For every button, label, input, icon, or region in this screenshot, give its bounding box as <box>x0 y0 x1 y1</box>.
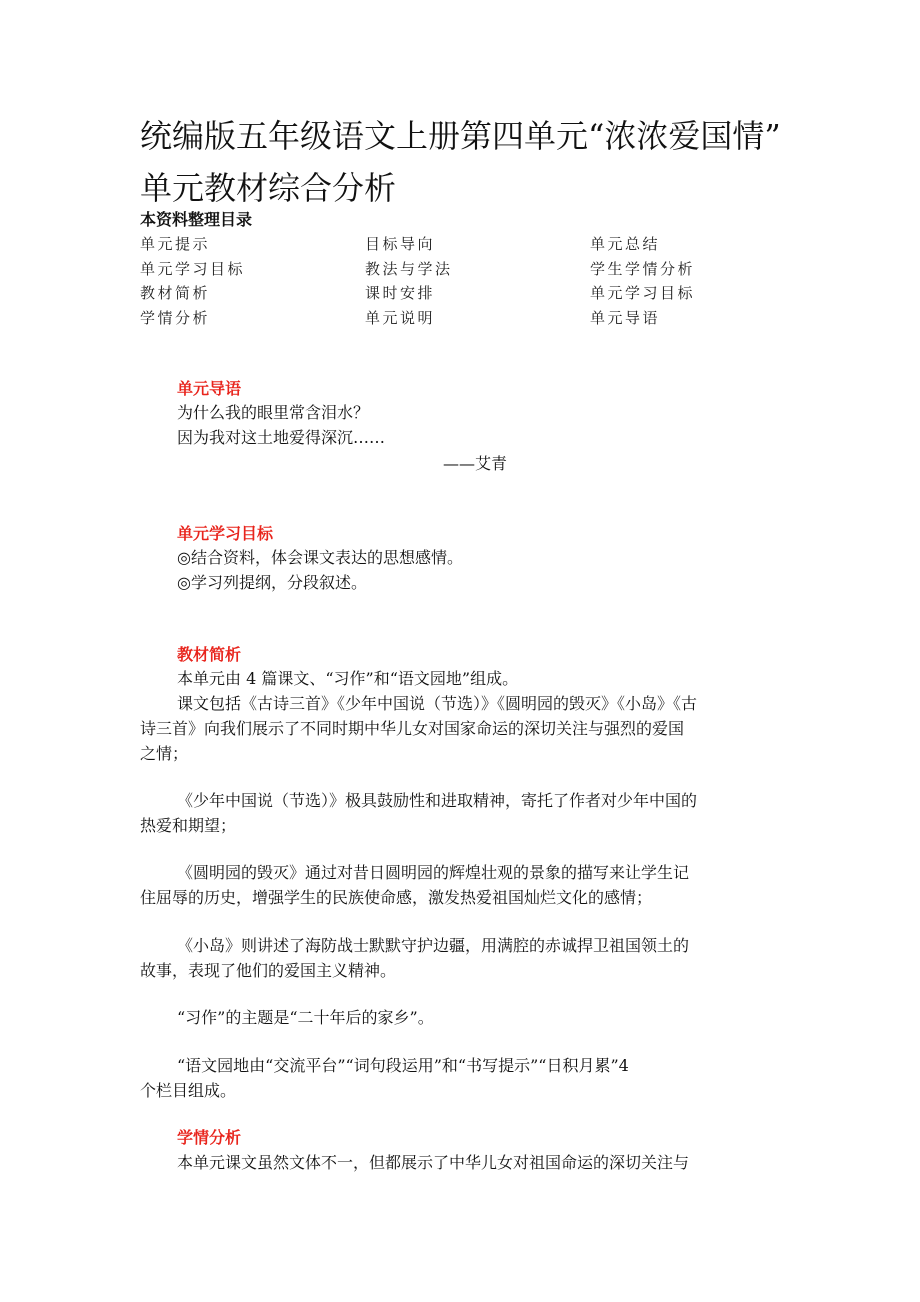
paragraph-line: “语文园地由“交流平台”“词句段运用”和“书写提示”“日积月累”4 <box>177 1056 629 1075</box>
toc-item: 学情分析 <box>140 308 211 327</box>
toc-heading: 本资料整理目录 <box>140 210 253 229</box>
materials-paragraph <box>140 1005 780 1030</box>
toc-item: 单元说明 <box>365 308 436 327</box>
table-of-contents <box>140 233 780 331</box>
paragraph-line: 《少年中国说（节选）》极具鼓励性和进取精神，寄托了作者对少年中国的 <box>177 791 698 810</box>
paragraph-line: 故事，表现了他们的爱国主义精神。 <box>140 961 397 980</box>
paragraph-line: 《圆明园的毁灭》通过对昔日圆明园的辉煌壮观的景象的描写来让学生记 <box>177 863 690 882</box>
section-heading-goals: 单元学习目标 <box>177 524 274 543</box>
document-title-line-1: 统编版五年级语文上册第四单元“浓浓爱国情” <box>140 117 781 155</box>
goal-item: ◎结合资料，体会课文表达的思想感情。 <box>177 548 463 567</box>
toc-item: 课时安排 <box>365 284 436 302</box>
toc-item: 目标导向 <box>365 235 436 253</box>
paragraph-line: 热爱和期望； <box>140 816 237 835</box>
toc-item: 单元总结 <box>590 235 661 253</box>
paragraph-line: 《小岛》则讲述了海防战士默默守护边疆，用满腔的赤诚捍卫祖国领土的 <box>177 936 690 955</box>
analysis-paragraph <box>140 1150 780 1175</box>
materials-paragraph <box>140 788 780 838</box>
poem-attribution: ——艾青 <box>443 454 508 473</box>
paragraph-line: 本单元课文虽然文体不一，但都展示了中华儿女对祖国命运的深切关注与 <box>177 1153 690 1172</box>
paragraph-line: 本单元由 4 篇课文、“习作”和“语文园地”组成。 <box>177 669 519 688</box>
paragraph-line: 住屈辱的历史，增强学生的民族使命感，激发热爱祖国灿烂文化的感情； <box>140 888 653 907</box>
toc-item: 单元提示 <box>140 235 211 253</box>
materials-paragraph <box>140 933 780 983</box>
section-heading-analysis: 学情分析 <box>177 1128 242 1147</box>
paragraph-line: 之情； <box>140 744 189 763</box>
toc-item: 单元导语 <box>590 308 661 327</box>
section-heading-materials: 教材简析 <box>177 645 242 664</box>
poem-line: 因为我对这土地爱得深沉…… <box>177 428 386 447</box>
goal-item: ◎学习列提纲，分段叙述。 <box>177 573 367 592</box>
materials-paragraph <box>140 666 780 691</box>
paragraph-line: “习作”的主题是“二十年后的家乡”。 <box>177 1008 434 1027</box>
toc-item: 教材简析 <box>140 284 211 302</box>
section-heading-intro: 单元导语 <box>177 379 242 398</box>
document-title <box>140 110 800 214</box>
materials-paragraph <box>140 1053 780 1103</box>
materials-paragraph <box>140 860 780 910</box>
materials-paragraph <box>140 691 780 766</box>
paragraph-line: 个栏目组成。 <box>140 1081 237 1100</box>
poem-line: 为什么我的眼里常含泪水？ <box>177 403 370 422</box>
paragraph-line: 诗三首》向我们展示了不同时期中华儿女对国家命运的深切关注与强烈的爱国 <box>140 719 685 738</box>
toc-item: 教法与学法 <box>365 259 453 278</box>
paragraph-line: 课文包括《古诗三首》《少年中国说（节选）》《圆明园的毁灭》《小岛》《古 <box>177 694 698 713</box>
toc-item: 单元学习目标 <box>590 284 696 302</box>
document-title-line-2: 单元教材综合分析 <box>140 169 397 207</box>
toc-item: 单元学习目标 <box>140 259 246 278</box>
toc-item: 学生学情分析 <box>590 259 696 278</box>
